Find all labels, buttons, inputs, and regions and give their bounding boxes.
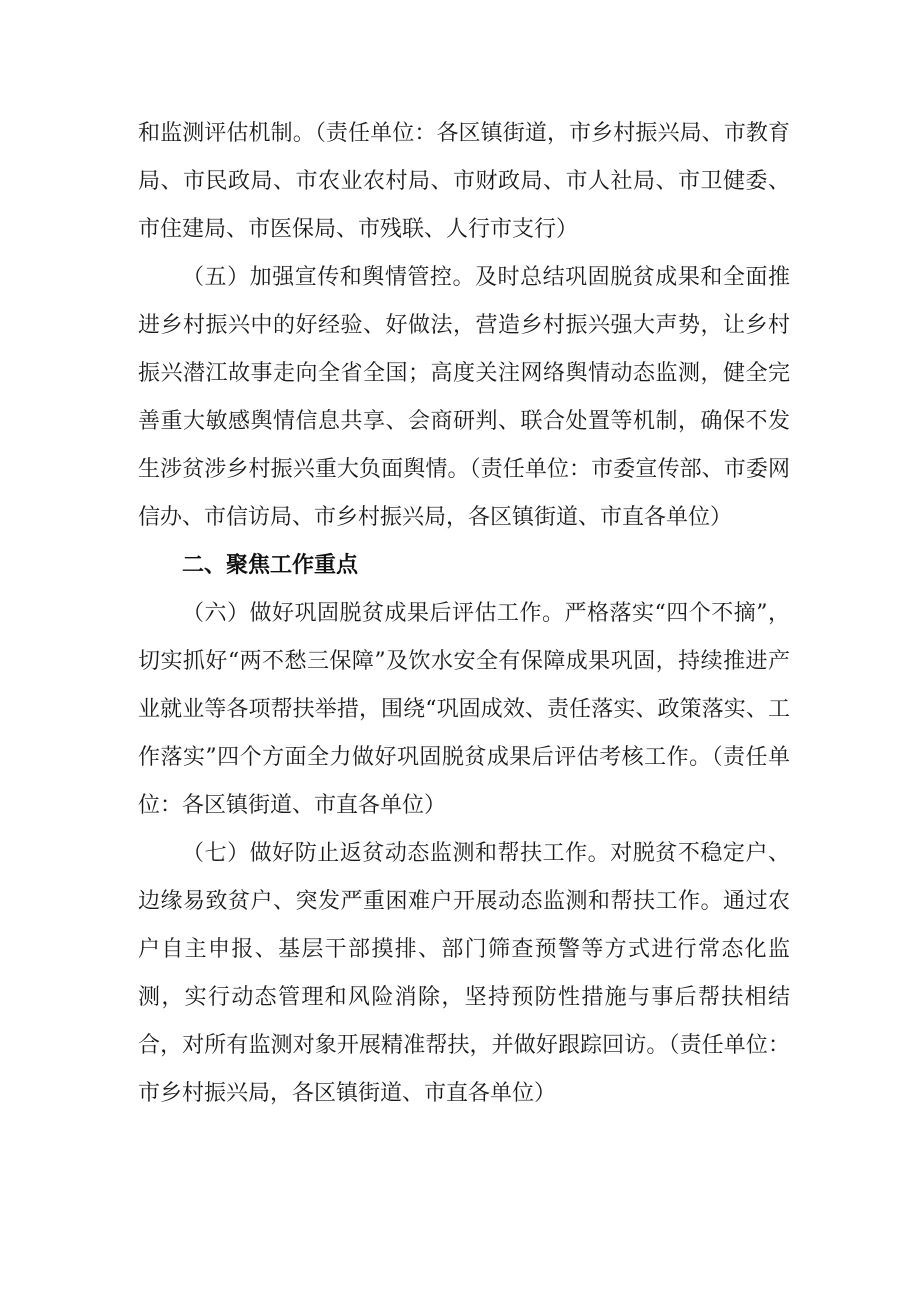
paragraph-continuation: 和监测评估机制。（责任单位：各区镇街道，市乡村振兴局、市教育局、市民政局、市农业农村局、市财政局、市人社局、市卫健委、市住建局、市医保局、市残联、人行市支行） (138, 121, 790, 242)
paragraph-item-7: （七）做好防止返贫动态监测和帮扶工作。对脱贫不稳定户、边缘易致贫户、突发严重困难户开展动态监测和帮扶工作。通过农户自主申报、基层干部摸排、部门筛查预警等方式进行常态化监测，实行动态管理和风险消除，坚持预防性措施与事后帮扶相结合，对所有监测对象开展精准帮扶，并做好跟踪回访。（责任单位：市乡村振兴局，各区镇街道、市直各单位） (138, 841, 790, 1106)
paragraph-item-6: （六）做好巩固脱贫成果后评估工作。严格落实“四个不摘”，切实抓好“两不愁三保障”及饮水安全有保障成果巩固，持续推进产业就业等各项帮扶举措，围绕“巩固成效、责任落实、政策落实、工作落实”四个方面全力做好巩固脱贫成果后评估考核工作。（责任单位：各区镇街道、市直各单位） (138, 601, 790, 818)
paragraph-item-5: （五）加强宣传和舆情管控。及时总结巩固脱贫成果和全面推进乡村振兴中的好经验、好做法，营造乡村振兴强大声势，让乡村振兴潜江故事走向全省全国；高度关注网络舆情动态监测，健全完善重大敏感舆情信息共享、会商研判、联合处置等机制，确保不发生涉贫涉乡村振兴重大负面舆情。（责任单位：市委宣传部、市委网信办、市信访局、市乡村振兴局，各区镇街道、市直各单位） (138, 265, 790, 530)
document-body (138, 110, 790, 1118)
section-heading: 二、聚焦工作重点 (182, 553, 359, 578)
